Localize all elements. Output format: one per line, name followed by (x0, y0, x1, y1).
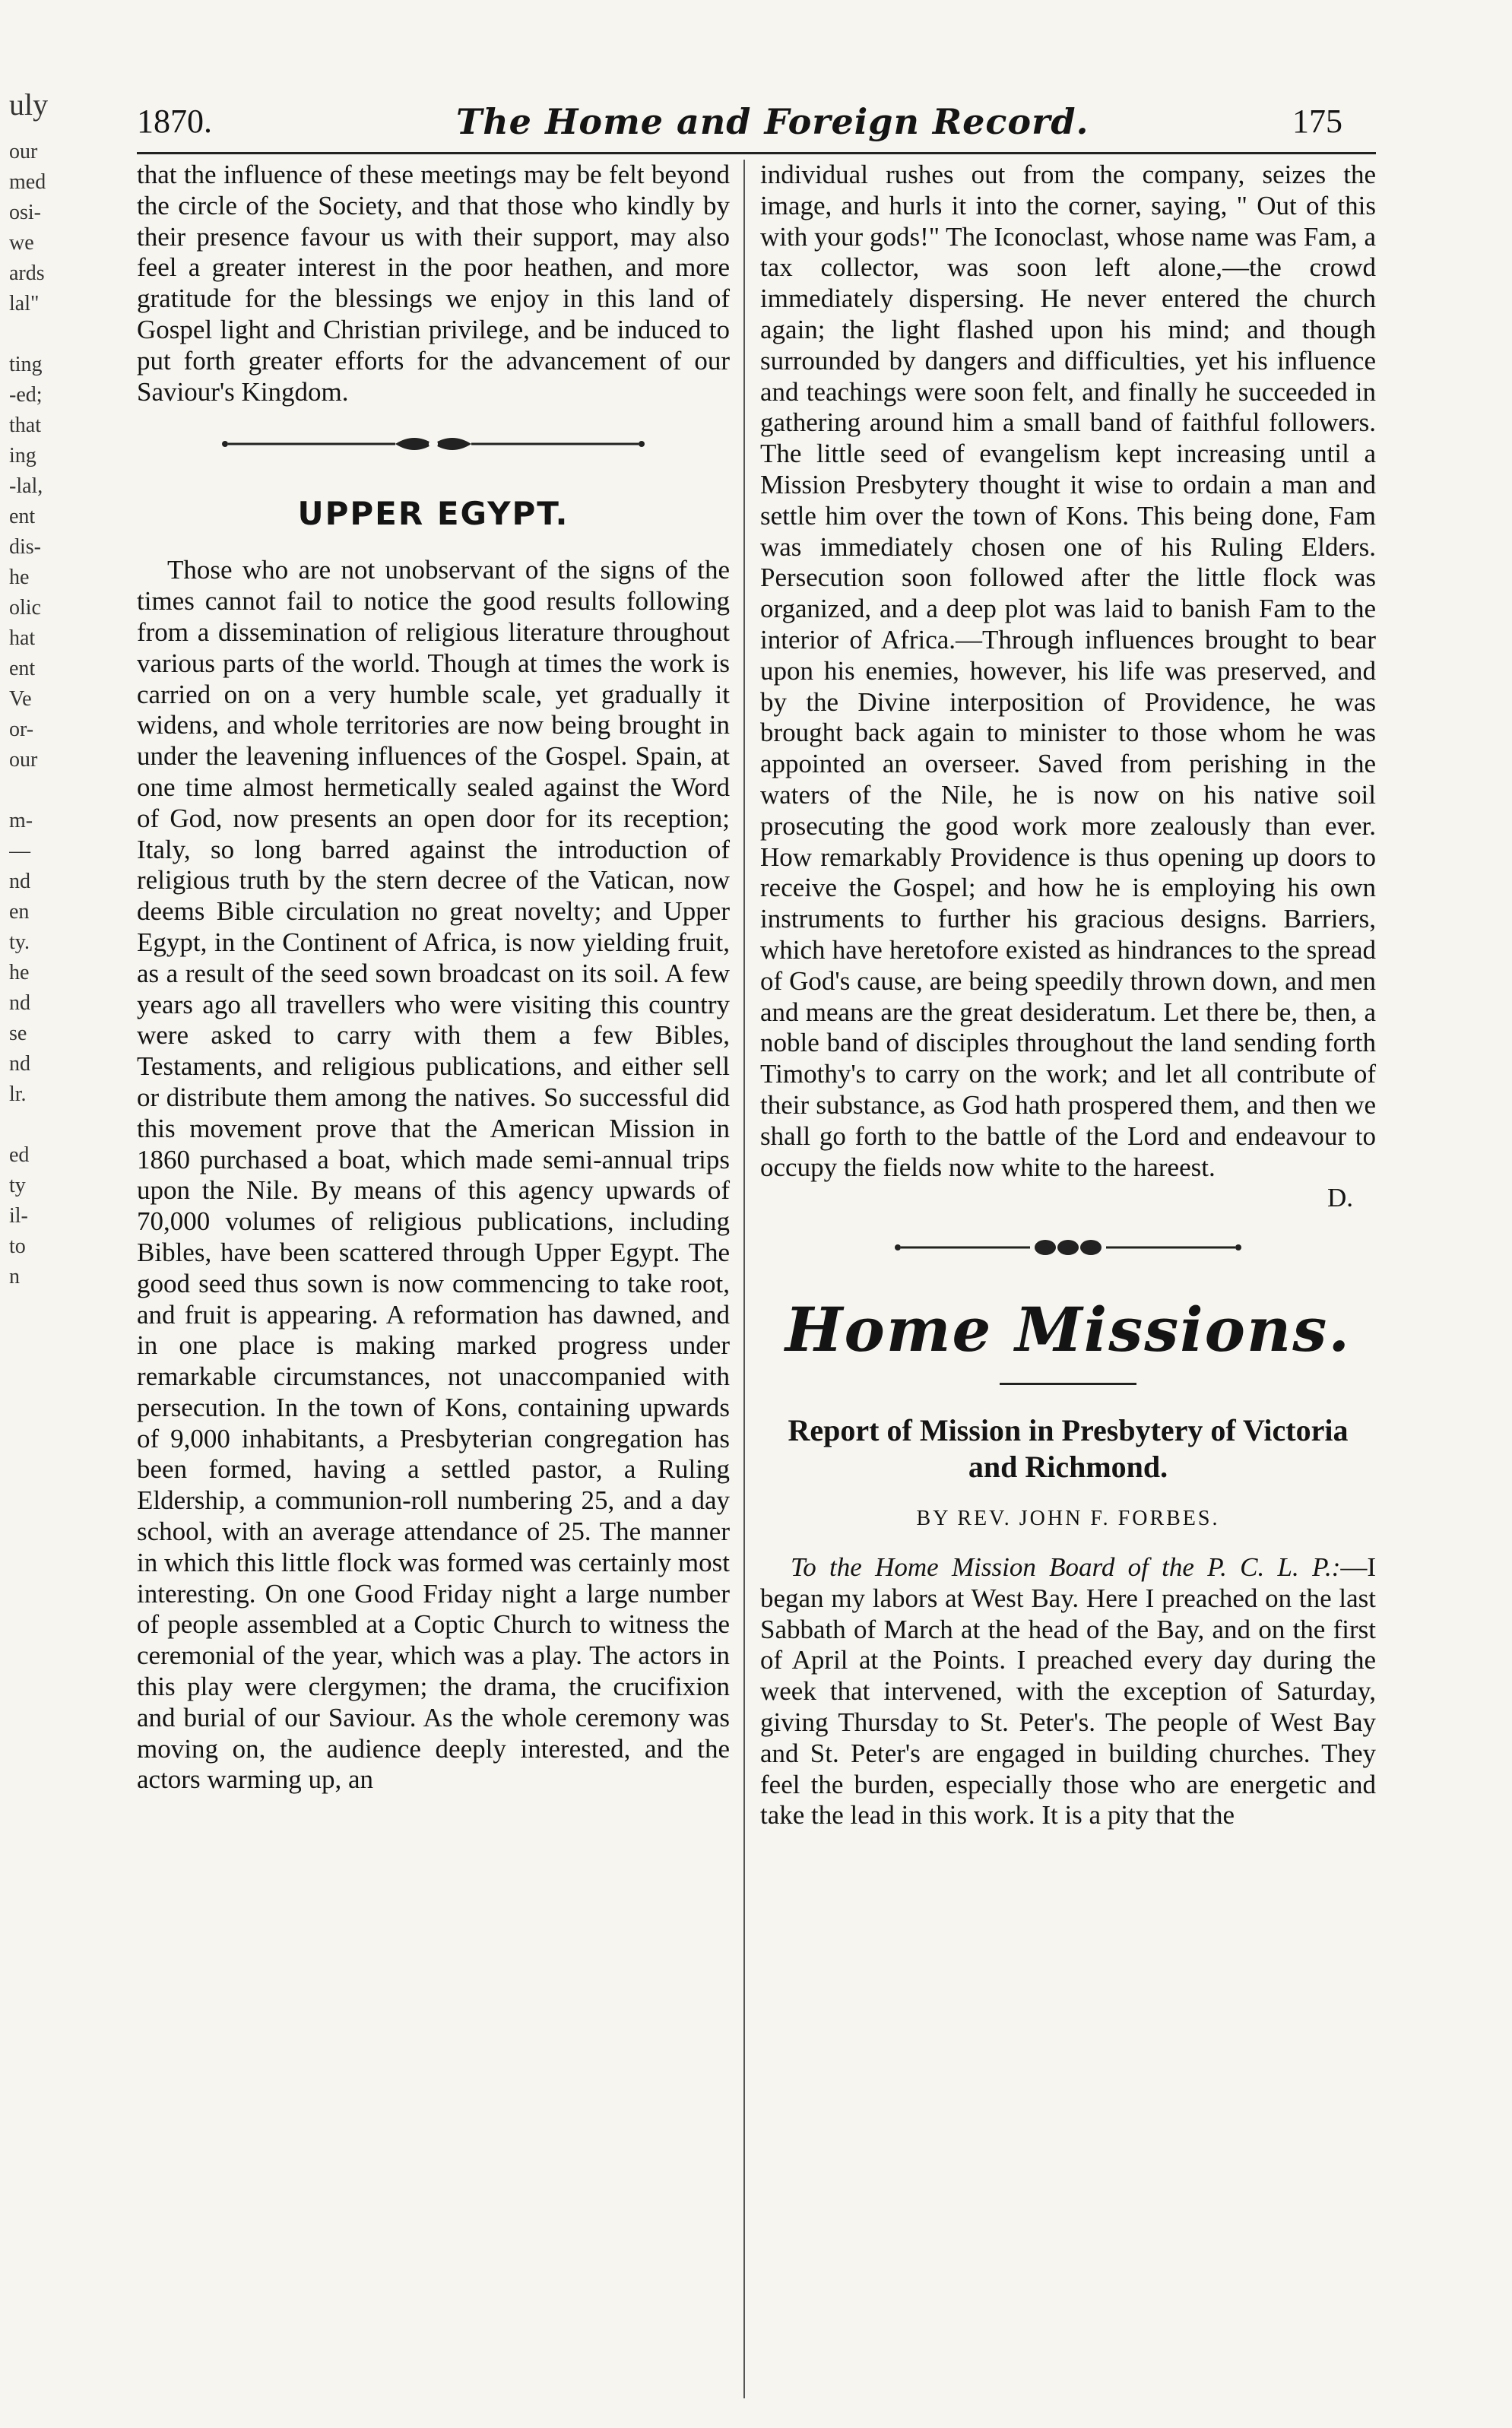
header-rule (137, 152, 1376, 154)
upper-egypt-body: Those who are not unobservant of the signs of the times cannot fail to notice the good results following from a dissemination of religious literature throughout various parts of the world. Though at times the work is carried on on a very humble scale, yet gradually it widens, and whole territories are now being brought in under the leavening influences of the Gospel. Spain, at one time almost hermetically sealed against the Word of God, now presents an open door for its reception; Italy, so long barred against the introduction of religious truth by the stern decree of the Vatican, now deems Bible circulation no great novelty; and Upper Egypt, in the Continent of Africa, is now yielding fruit, as a result of the seed sown broadcast on its soil. A few years ago all travellers who were visiting this country were asked to carry with them a few Bibles, Testaments, and religious publications, and either sell or distribute them among the natives. So successful did this movement prove that the American Mission in 1860 purchased a boat, which made semi-annual trips upon the Nile. By means of this agency upwards of 70,000 volumes of religious publications, including Bibles, have been scattered through Upper Egypt. The good seed thus sown is now commencing to take root, and fruit is appearing. A reformation has dawned, and in one place is making marked progress under remarkable circumstances, not unaccompanied with persecution. In the town of Kons, containing upwards of 9,000 inhabitants, a Presbyterian congregation has been formed, having a settled pastor, a Ruling Eldership, a communion-roll numbering 25, and a day school, with an average attendance of 25. The manner in which this little flock was formed was certainly most interesting. On one Good Friday night a large number of people assembled at a Coptic Church to witness the ceremonial of the year, which was a play. The actors in this play were clergymen; the drama, the crucifixion and burial of our Saviour. As the whole ceremony was moving on, the audience deeply interested, and the actors warming up, an (137, 555, 730, 1795)
margin-fragment: or- (9, 718, 34, 741)
margin-fragment: to (9, 1235, 26, 1258)
short-rule (1000, 1383, 1136, 1385)
margin-fragment: nd (9, 1052, 30, 1076)
margin-fragment: he (9, 961, 30, 984)
header-year: 1870. (137, 103, 212, 140)
margin-fragment: nd (9, 870, 30, 893)
margin-fragment: uly (9, 87, 49, 122)
margin-fragment: n (9, 1265, 20, 1288)
margin-fragment: ty (9, 1174, 26, 1197)
margin-fragment: — (9, 839, 30, 863)
section-heading-home-missions: Home Missions. (785, 1294, 1352, 1366)
margin-fragment: se (9, 1022, 27, 1045)
margin-fragment: ty. (9, 930, 30, 954)
ornamental-divider-icon (893, 1234, 1243, 1261)
margin-fragment: ards (9, 262, 45, 285)
ornamental-divider-icon (220, 430, 646, 458)
margin-fragment: ed (9, 1143, 30, 1167)
margin-fragment: m- (9, 809, 33, 832)
margin-fragment: osi- (9, 201, 41, 224)
signature: D. (1327, 1183, 1353, 1213)
margin-fragment: Ve (9, 687, 32, 711)
margin-fragment: -lal, (9, 474, 43, 498)
margin-fragment: ent (9, 505, 36, 528)
margin-fragment (9, 1110, 78, 1140)
margin-fragment: lal" (9, 292, 40, 315)
column-divider (743, 160, 745, 2398)
margin-fragment: ent (9, 657, 36, 680)
page-number: 175 (1292, 103, 1342, 140)
margin-fragment: -ed; (9, 383, 43, 407)
margin-fragment: nd (9, 991, 30, 1015)
margin-fragment: he (9, 566, 30, 589)
facing-page-margin (9, 84, 78, 1292)
section-heading-upper-egypt: UPPER EGYPT. (297, 495, 569, 533)
intro-paragraph: that the influence of these meetings may be felt beyond the circle of the Society, and that those who kindly by their presence favour us with their support, may also feel a greater interest in the poor heathen, and more gratitude for the blessings we enjoy in this land of Gospel light and Christian privilege, and be induced to put forth greater efforts for the advancement of our Saviour's Kingdom. (137, 160, 730, 407)
margin-fragment (9, 775, 78, 806)
margin-fragment: il- (9, 1204, 28, 1228)
report-title: Report of Mission in Presbytery of Victoria and Richmond. (788, 1413, 1349, 1485)
header-title: The Home and Foreign Record. (456, 101, 1089, 142)
margin-fragment: we (9, 231, 34, 255)
continuation-paragraph: individual rushes out from the company, seizes the image, and hurls it into the corner, saying, " Out of this with your gods!" The Iconoclast, whose name was Fam, a tax collector, was soon left alone,—the crowd immediately dispersing. He never entered the church again; the light flashed upon his mind; and though surrounded by dangers and difficulties, yet his influence and teachings were soon felt, and finally he succeeded in gathering around him a small band of faithful followers. The little seed of evangelism kept increasing until a Mission Presbytery thought it wise to ordain a man and settle him over the town of Kons. This being done, Fam was immediately chosen one of his Ruling Elders. Persecution soon followed after the little flock was organized, and a deep plot was laid to banish Fam to the interior of Africa.—Through influences brought to bear upon his enemies, however, his life was preserved, and by the Divine interposition of Providence, he was brought back again to minister to those whom he was appointed an overseer. Saved from perishing in the waters of the Nile, he is now on his native soil prosecuting the good work more zealously than ever. How remarkably Providence is thus opening up doors to receive the Gospel; and how he is employing his own instruments to further his gracious designs. Barriers, which have heretofore existed as hindrances to the spread of God's cause, are being speedily thrown down, and men and means are the great desideratum. Let there be, then, a noble band of disciples throughout the land sending forth Timothy's to carry on the work; and let all contribute of their substance, as God hath prospered them, and then we shall go forth to the battle of the Lord and endeavour to occupy the fields now white to the hareest. (760, 160, 1376, 1182)
left-column (137, 160, 730, 1796)
margin-fragment: med (9, 170, 46, 194)
margin-fragment: dis- (9, 535, 41, 559)
margin-fragment: that (9, 414, 41, 437)
margin-fragment: en (9, 900, 30, 924)
margin-fragment: lr. (9, 1082, 27, 1106)
margin-fragment: our (9, 140, 38, 163)
report-body (760, 1552, 1376, 1831)
margin-fragment: ting (9, 353, 43, 376)
margin-fragment: ing (9, 444, 36, 468)
salutation: To the Home Mission Board of the P. C. L. P.: (791, 1552, 1341, 1583)
margin-fragment (9, 319, 78, 350)
report-text: —I began my labors at West Bay. Here I preached on the last Sabbath of March at the head of the Bay, and on the first of April at the Points. I preached every day during the week that intervened, with the exception of Saturday, giving Thursday to St. Peter's. The people of West Bay and St. Peter's are engaged in building churches. They feel the burden, especially those who are energetic and take the lead in this work. It is a pity that the (760, 1552, 1376, 1831)
margin-fragment: olic (9, 596, 41, 620)
right-column (760, 160, 1376, 1831)
byline: BY REV. JOHN F. FORBES. (916, 1507, 1220, 1531)
margin-fragment: hat (9, 626, 36, 650)
margin-fragment: our (9, 748, 38, 772)
